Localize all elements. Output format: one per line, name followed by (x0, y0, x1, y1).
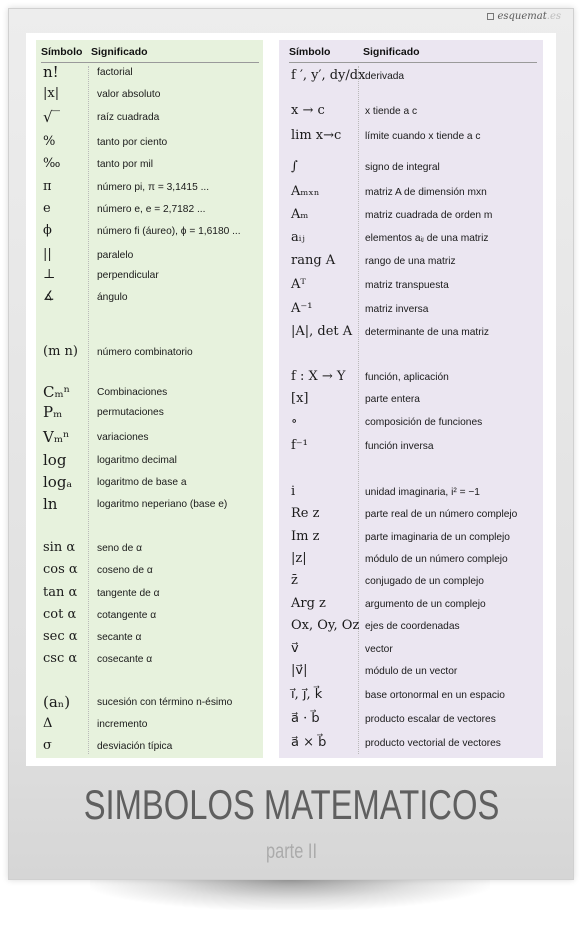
left-symbol: logₐ (43, 473, 73, 491)
right-symbol: rang A (291, 253, 336, 268)
left-meaning: seno de α (97, 543, 142, 554)
left-meaning: raíz cuadrada (97, 112, 160, 123)
right-symbol: [x] (291, 391, 309, 406)
right-symbol: a⃗ · b⃗ (291, 711, 320, 726)
right-meaning: vector (365, 644, 393, 655)
left-symbol: (m n) (43, 344, 78, 359)
right-symbol: x → c (291, 103, 325, 118)
right-symbol: |A|, det A (291, 324, 353, 339)
right-meaning: determinante de una matriz (365, 327, 490, 338)
right-table (279, 40, 543, 758)
right-symbol: z̄ (291, 573, 298, 588)
left-symbol: log (43, 451, 67, 469)
left-meaning: número e, e = 2,7182 ... (97, 204, 206, 215)
right-symbol: Im z (291, 529, 320, 544)
left-symbol: Δ (43, 716, 53, 731)
right-symbol: Aₘ (291, 207, 309, 222)
left-meaning: número fi (áureo), ϕ = 1,6180 ... (97, 226, 241, 237)
left-meaning: paralelo (97, 250, 134, 261)
left-meaning: número combinatorio (97, 347, 193, 358)
brand-name: esquemat (497, 11, 547, 22)
left-symbol: % (43, 134, 56, 149)
left-symbol: cot α (43, 607, 77, 622)
left-symbol: sec α (43, 629, 78, 644)
right-symbol: |v⃗| (291, 663, 308, 678)
left-header-meaning: Significado (91, 46, 148, 58)
poster-subtitle: parte II (266, 840, 317, 863)
symbols-sheet (26, 33, 556, 766)
left-symbol: Pₘ (43, 403, 63, 421)
left-meaning: cotangente α (97, 610, 157, 621)
left-symbol: cos α (43, 562, 78, 577)
right-symbol: Re z (291, 506, 320, 521)
right-symbol: a⃗ × b⃗ (291, 735, 327, 750)
left-meaning: logaritmo decimal (97, 455, 177, 466)
left-meaning: tanto por ciento (97, 137, 168, 148)
right-meaning: producto escalar de vectores (365, 714, 496, 725)
poster-title: SIMBOLOS MATEMATICOS (83, 781, 500, 828)
left-meaning: número pi, π = 3,1415 ... (97, 182, 210, 193)
right-meaning: conjugado de un complejo (365, 576, 484, 587)
right-meaning: derivada (365, 71, 405, 82)
right-symbol: f⁻¹ (291, 438, 308, 453)
left-meaning: tanto por mil (97, 159, 154, 170)
right-symbol: f : X → Y (291, 369, 346, 384)
left-symbol: (aₙ) (43, 693, 71, 711)
right-meaning: matriz transpuesta (365, 280, 449, 291)
right-symbol: Aᵀ (291, 277, 306, 292)
right-meaning: parte entera (365, 394, 420, 405)
left-symbol: Vₘⁿ (43, 428, 70, 446)
right-symbol: v⃗ (291, 641, 299, 656)
left-symbol: sin α (43, 540, 76, 555)
right-meaning: módulo de un vector (365, 666, 458, 677)
right-symbol: Arg z (291, 596, 326, 611)
right-meaning: signo de integral (365, 162, 440, 173)
right-meaning: límite cuando x tiende a c (365, 131, 481, 142)
left-symbol: ∡ (43, 289, 55, 304)
left-symbol: n! (43, 63, 59, 81)
right-symbol: i⃗, j⃗, k⃗ (291, 687, 323, 702)
right-meaning: producto vectorial de vectores (365, 738, 501, 749)
right-meaning: módulo de un número complejo (365, 554, 508, 565)
left-meaning: sucesión con término n-ésimo (97, 697, 233, 708)
left-meaning: coseno de α (97, 565, 153, 576)
left-symbol: ln (43, 495, 58, 513)
left-meaning: incremento (97, 719, 148, 730)
right-meaning: matriz A de dimensión mxn (365, 187, 487, 198)
right-meaning: parte imaginaria de un complejo (365, 532, 510, 543)
left-meaning: secante α (97, 632, 142, 643)
left-meaning: logaritmo de base a (97, 477, 187, 488)
right-meaning: composición de funciones (365, 417, 483, 428)
right-meaning: x tiende a c (365, 106, 418, 117)
right-meaning: función inversa (365, 441, 434, 452)
left-symbol: |x| (43, 86, 60, 101)
right-meaning: función, aplicación (365, 372, 449, 383)
right-header-meaning: Significado (363, 46, 420, 58)
left-meaning: cosecante α (97, 654, 153, 665)
left-meaning: ángulo (97, 292, 128, 303)
left-meaning: variaciones (97, 432, 149, 443)
right-column-divider (358, 66, 359, 754)
right-symbol: Aₘₓₙ (291, 184, 320, 199)
right-symbol: i (291, 484, 296, 499)
left-column-divider (88, 66, 89, 754)
right-header-rule (289, 62, 537, 63)
right-header-symbol: Símbolo (289, 46, 331, 58)
right-symbol: ∘ (291, 414, 298, 429)
left-meaning: tangente de α (97, 588, 160, 599)
right-meaning: argumento de un complejo (365, 599, 486, 610)
left-symbol: ‰ (43, 156, 61, 171)
brand-logo[interactable] (487, 11, 561, 22)
left-symbol: σ (43, 738, 52, 753)
brand-ext: .es (546, 11, 561, 22)
left-table (36, 40, 263, 758)
right-meaning: parte real de un número complejo (365, 509, 518, 520)
right-meaning: unidad imaginaria, i² = −1 (365, 487, 480, 498)
right-meaning: matriz cuadrada de orden m (365, 210, 493, 221)
left-meaning: factorial (97, 67, 133, 78)
left-header-symbol: Símbolo (41, 46, 83, 58)
left-meaning: Combinaciones (97, 387, 168, 398)
left-symbol: √‾ (43, 108, 61, 126)
right-symbol: f ′, y′, dy/dx (291, 68, 366, 83)
left-symbol: Cₘⁿ (43, 383, 71, 401)
left-meaning: desviación típica (97, 741, 173, 752)
left-meaning: permutaciones (97, 407, 164, 418)
right-meaning: elementos aᵢⱼ de una matriz (365, 233, 489, 244)
left-header-rule (41, 62, 259, 63)
right-meaning: rango de una matriz (365, 256, 456, 267)
left-symbol: csc α (43, 651, 78, 666)
left-meaning: valor absoluto (97, 89, 161, 100)
left-meaning: logaritmo neperiano (base e) (97, 499, 228, 510)
right-symbol: lim x→c (291, 128, 342, 143)
right-meaning: matriz inversa (365, 304, 429, 315)
right-symbol: A⁻¹ (291, 301, 313, 316)
right-symbol: |z| (291, 551, 307, 566)
right-symbol: Ox, Oy, Oz (291, 618, 360, 633)
right-meaning: ejes de coordenadas (365, 621, 460, 632)
left-symbol: π (43, 179, 52, 194)
right-symbol: aᵢⱼ (291, 230, 305, 245)
left-meaning: perpendicular (97, 270, 159, 281)
left-symbol: e (43, 201, 51, 216)
left-symbol: tan α (43, 585, 78, 600)
brand-icon (487, 13, 494, 20)
card-shadow (90, 880, 490, 910)
right-meaning: base ortonormal en un espacio (365, 690, 505, 701)
left-symbol: ϕ (43, 223, 52, 238)
left-symbol: ⊥ (43, 267, 56, 282)
left-symbol: || (43, 247, 52, 262)
right-symbol: ∫ (291, 159, 298, 174)
